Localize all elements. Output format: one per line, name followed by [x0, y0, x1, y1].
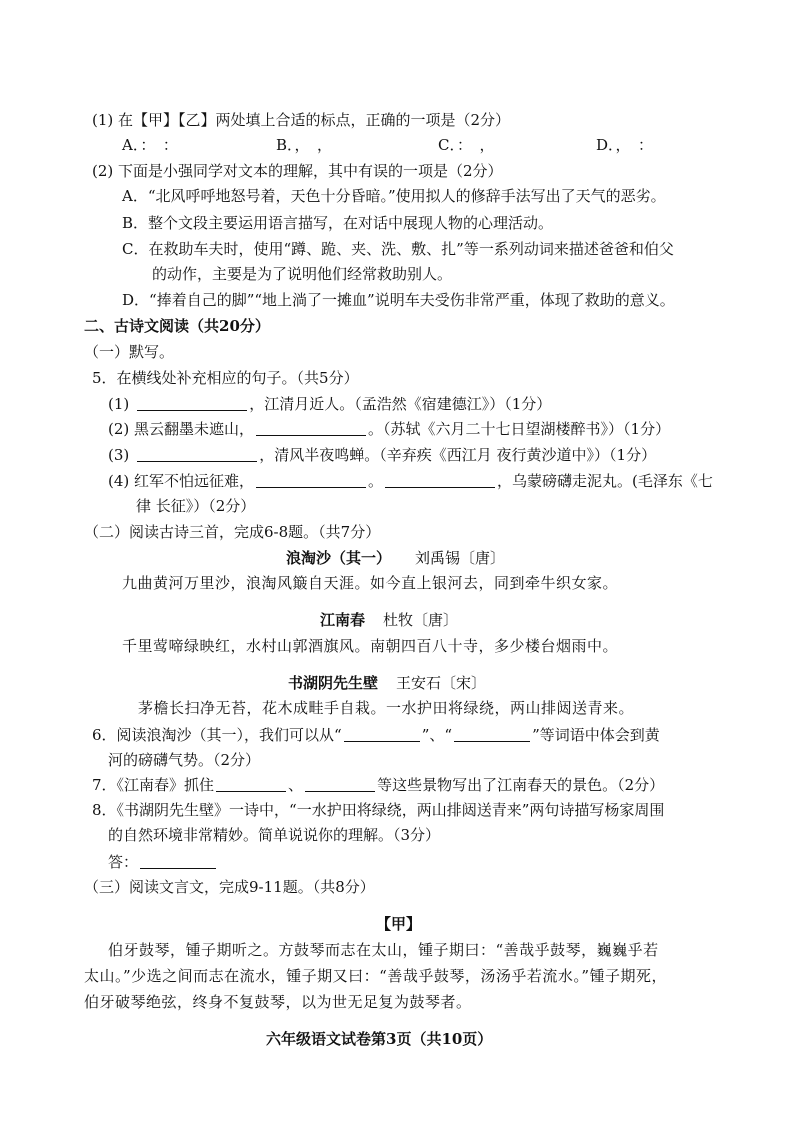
q2-option-c-line2: 的动作，主要是为了说明他们经常救助别人。 — [152, 265, 453, 283]
passage-line: 太山。”少选之间而志在流水，锺子期又曰：“善哉乎鼓琴，汤汤乎若流水。”锺子期死， — [84, 967, 668, 985]
q5-stem: 5．在横线处补充相应的句子。（共5分） — [92, 369, 359, 387]
answer-blank[interactable] — [137, 446, 257, 462]
answer-blank[interactable] — [344, 726, 420, 742]
q1-option-c: C．： ， — [438, 136, 495, 154]
answer-blank[interactable] — [454, 726, 530, 742]
poem-title: 浪淘沙（其一） 刘禹锡〔唐〕 — [286, 549, 506, 567]
answer-blank[interactable] — [385, 472, 495, 488]
q5-item-2: (2) 黑云翻墨未遮山， 。（苏轼《六月二十七日望湖楼醉书》）（1分） — [108, 420, 671, 438]
q5-item-4: (4) 红军不怕远征难， 。 ，乌蒙磅礴走泥丸。(毛泽东《七 — [108, 472, 713, 490]
q6-line2: 河的磅礴气势。（2分） — [108, 751, 261, 769]
q7: 7．《江南春》抓住 、 等这些景物写出了江南春天的景色。（2分） — [92, 776, 665, 794]
answer-blank[interactable] — [305, 776, 375, 792]
answer-blank[interactable] — [256, 472, 366, 488]
q5-item-1: (1) ，江清月近人。（孟浩然《宿建德江》）（1分） — [108, 395, 552, 413]
passage-line: 伯牙破琴绝弦，终身不复鼓琴，以为世无足复为鼓琴者。 — [84, 993, 472, 1011]
q5-item-3: (3) ，清风半夜鸣蝉。（辛弃疾《西江月 夜行黄沙道中》）（1分） — [108, 446, 657, 464]
q2-option-c-line1: C．在救助车夫时，使用“蹲、跪、夹、洗、敷、扎”等一系列动词来描述爸爸和伯父 — [122, 240, 674, 258]
q2-option-d: D．“捧着自己的脚”“地上淌了一摊血”说明车夫受伤非常严重，体现了救助的意义。 — [122, 291, 675, 309]
poem-text: 九曲黄河万里沙，浪淘风簸自天涯。如今直上银河去，同到牵牛织女家。 — [122, 574, 619, 592]
q2-stem: (2) 下面是小强同学对文本的理解，其中有误的一项是（2分） — [92, 162, 503, 180]
answer-blank[interactable] — [137, 395, 247, 411]
answer-blank[interactable] — [256, 420, 366, 436]
q8-line1: 8．《书湖阴先生壁》一诗中，“一水护田将绿绕，两山排闼送青来”两句诗描写杨家周围 — [92, 801, 665, 819]
q1-option-d: D．， ： — [596, 136, 654, 154]
q6-line1: 6．阅读浪淘沙（其一），我们可以从“ ”、“ ”等词语中体会到黄 — [92, 726, 660, 744]
page-footer: 六年级语文试卷第3页（共10页） — [266, 1030, 493, 1048]
answer-blank[interactable] — [140, 853, 216, 869]
poem-title: 江南春 杜牧〔唐〕 — [320, 611, 459, 629]
section-heading: 二、古诗文阅读（共20分） — [84, 317, 270, 335]
poem-text: 千里莺啼绿映红，水村山郭酒旗风。南朝四百八十寺，多少楼台烟雨中。 — [122, 637, 619, 655]
part-heading: （一）默写。 — [84, 343, 175, 361]
poem-title: 书湖阴先生壁 王安石〔宋〕 — [288, 674, 487, 692]
q8-answer: 答： — [108, 852, 218, 872]
q1-option-a: A．： ： — [122, 136, 178, 154]
q1-option-b: B．， ， — [276, 136, 333, 154]
q2-option-a: A．“北风呼呼地怒号着，天色十分昏暗。”使用拟人的修辞手法写出了天气的恶劣。 — [122, 187, 666, 205]
q8-line2: 的自然环境非常精妙。简单说说你的理解。（3分） — [108, 826, 441, 844]
part-heading: （二）阅读古诗三首，完成6-8题。（共7分） — [84, 523, 381, 541]
q1-stem: (1) 在【甲】【乙】两处填上合适的标点，正确的一项是（2分） — [92, 111, 511, 129]
q2-option-b: B．整个文段主要运用语言描写，在对话中展现人物的心理活动。 — [122, 214, 554, 232]
poem-text: 茅檐长扫净无苔，花木成畦手自栽。一水护田将绿绕，两山排闼送青来。 — [138, 699, 635, 717]
answer-blank[interactable] — [216, 776, 286, 792]
q5-item-4-line2: 律 长征》）（2分） — [136, 497, 256, 515]
passage-line: 伯牙鼓琴，锺子期听之。方鼓琴而志在太山，锺子期曰：“善哉乎鼓琴，巍巍乎若 — [108, 941, 659, 959]
part-heading: （三）阅读文言文，完成9-11题。（共8分） — [84, 878, 375, 896]
passage-label: 【甲】 — [376, 915, 422, 933]
